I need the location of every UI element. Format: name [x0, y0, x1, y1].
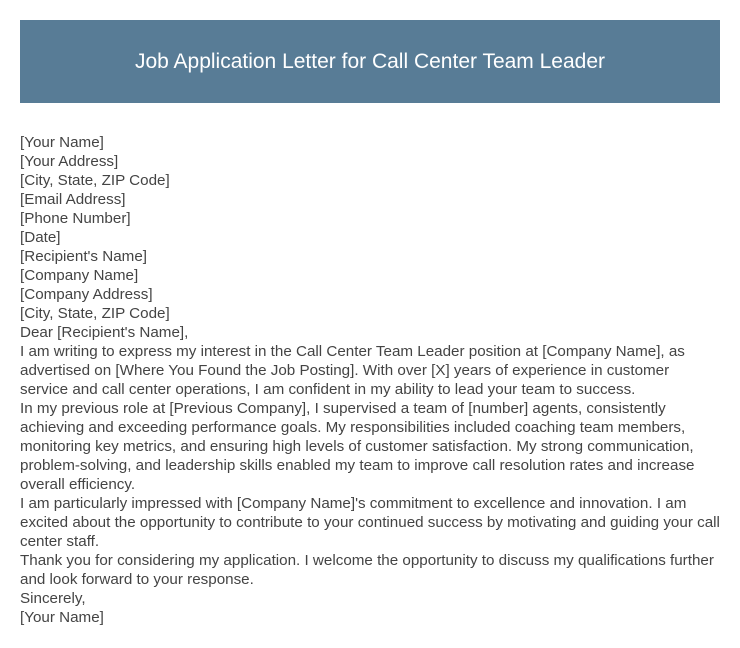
paragraph: Thank you for considering my application. I welcome the opportunity to discuss my qualifications further and look forward to your response.	[20, 552, 714, 588]
letter-date: [Date]	[20, 229, 61, 246]
sender-phone: [Phone Number]	[20, 210, 131, 227]
title-banner	[20, 20, 720, 103]
closing: Sincerely,	[20, 590, 86, 607]
recipient-city: [City, State, ZIP Code]	[20, 305, 170, 322]
page-title: Job Application Letter for Call Center Team Leader	[134, 49, 606, 73]
recipient-address: [Company Address]	[20, 286, 153, 303]
sender-email: [Email Address]	[20, 191, 126, 208]
recipient-name: [Recipient's Name]	[20, 248, 147, 265]
paragraph: In my previous role at [Previous Company], I supervised a team of [number] agents, consistently achieving and exceeding performance goals. My responsibilities included coaching team members, monitoring key metrics, and ensuring high levels of customer satisfaction. My strong communication, problem-solving, and leadership skills enabled my team to improve call resolution rates and increase overall efficiency.	[20, 400, 695, 493]
sender-address: [Your Address]	[20, 153, 119, 170]
sender-name: [Your Name]	[20, 134, 104, 151]
letter-body	[20, 133, 720, 627]
paragraph: I am particularly impressed with [Company Name]'s commitment to excellence and innovation. I am excited about the opportunity to contribute to your continued success by motivating and guiding your call center staff.	[20, 495, 720, 550]
sender-city: [City, State, ZIP Code]	[20, 172, 170, 189]
salutation: Dear [Recipient's Name],	[20, 324, 189, 341]
recipient-company: [Company Name]	[20, 267, 139, 284]
paragraph: I am writing to express my interest in the Call Center Team Leader position at [Company Name], as advertised on [Where You Found the Job Posting]. With over [X] years of experience in customer service and call center operations, I am confident in my ability to lead your team to success.	[20, 343, 685, 398]
signature: [Your Name]	[20, 609, 104, 626]
